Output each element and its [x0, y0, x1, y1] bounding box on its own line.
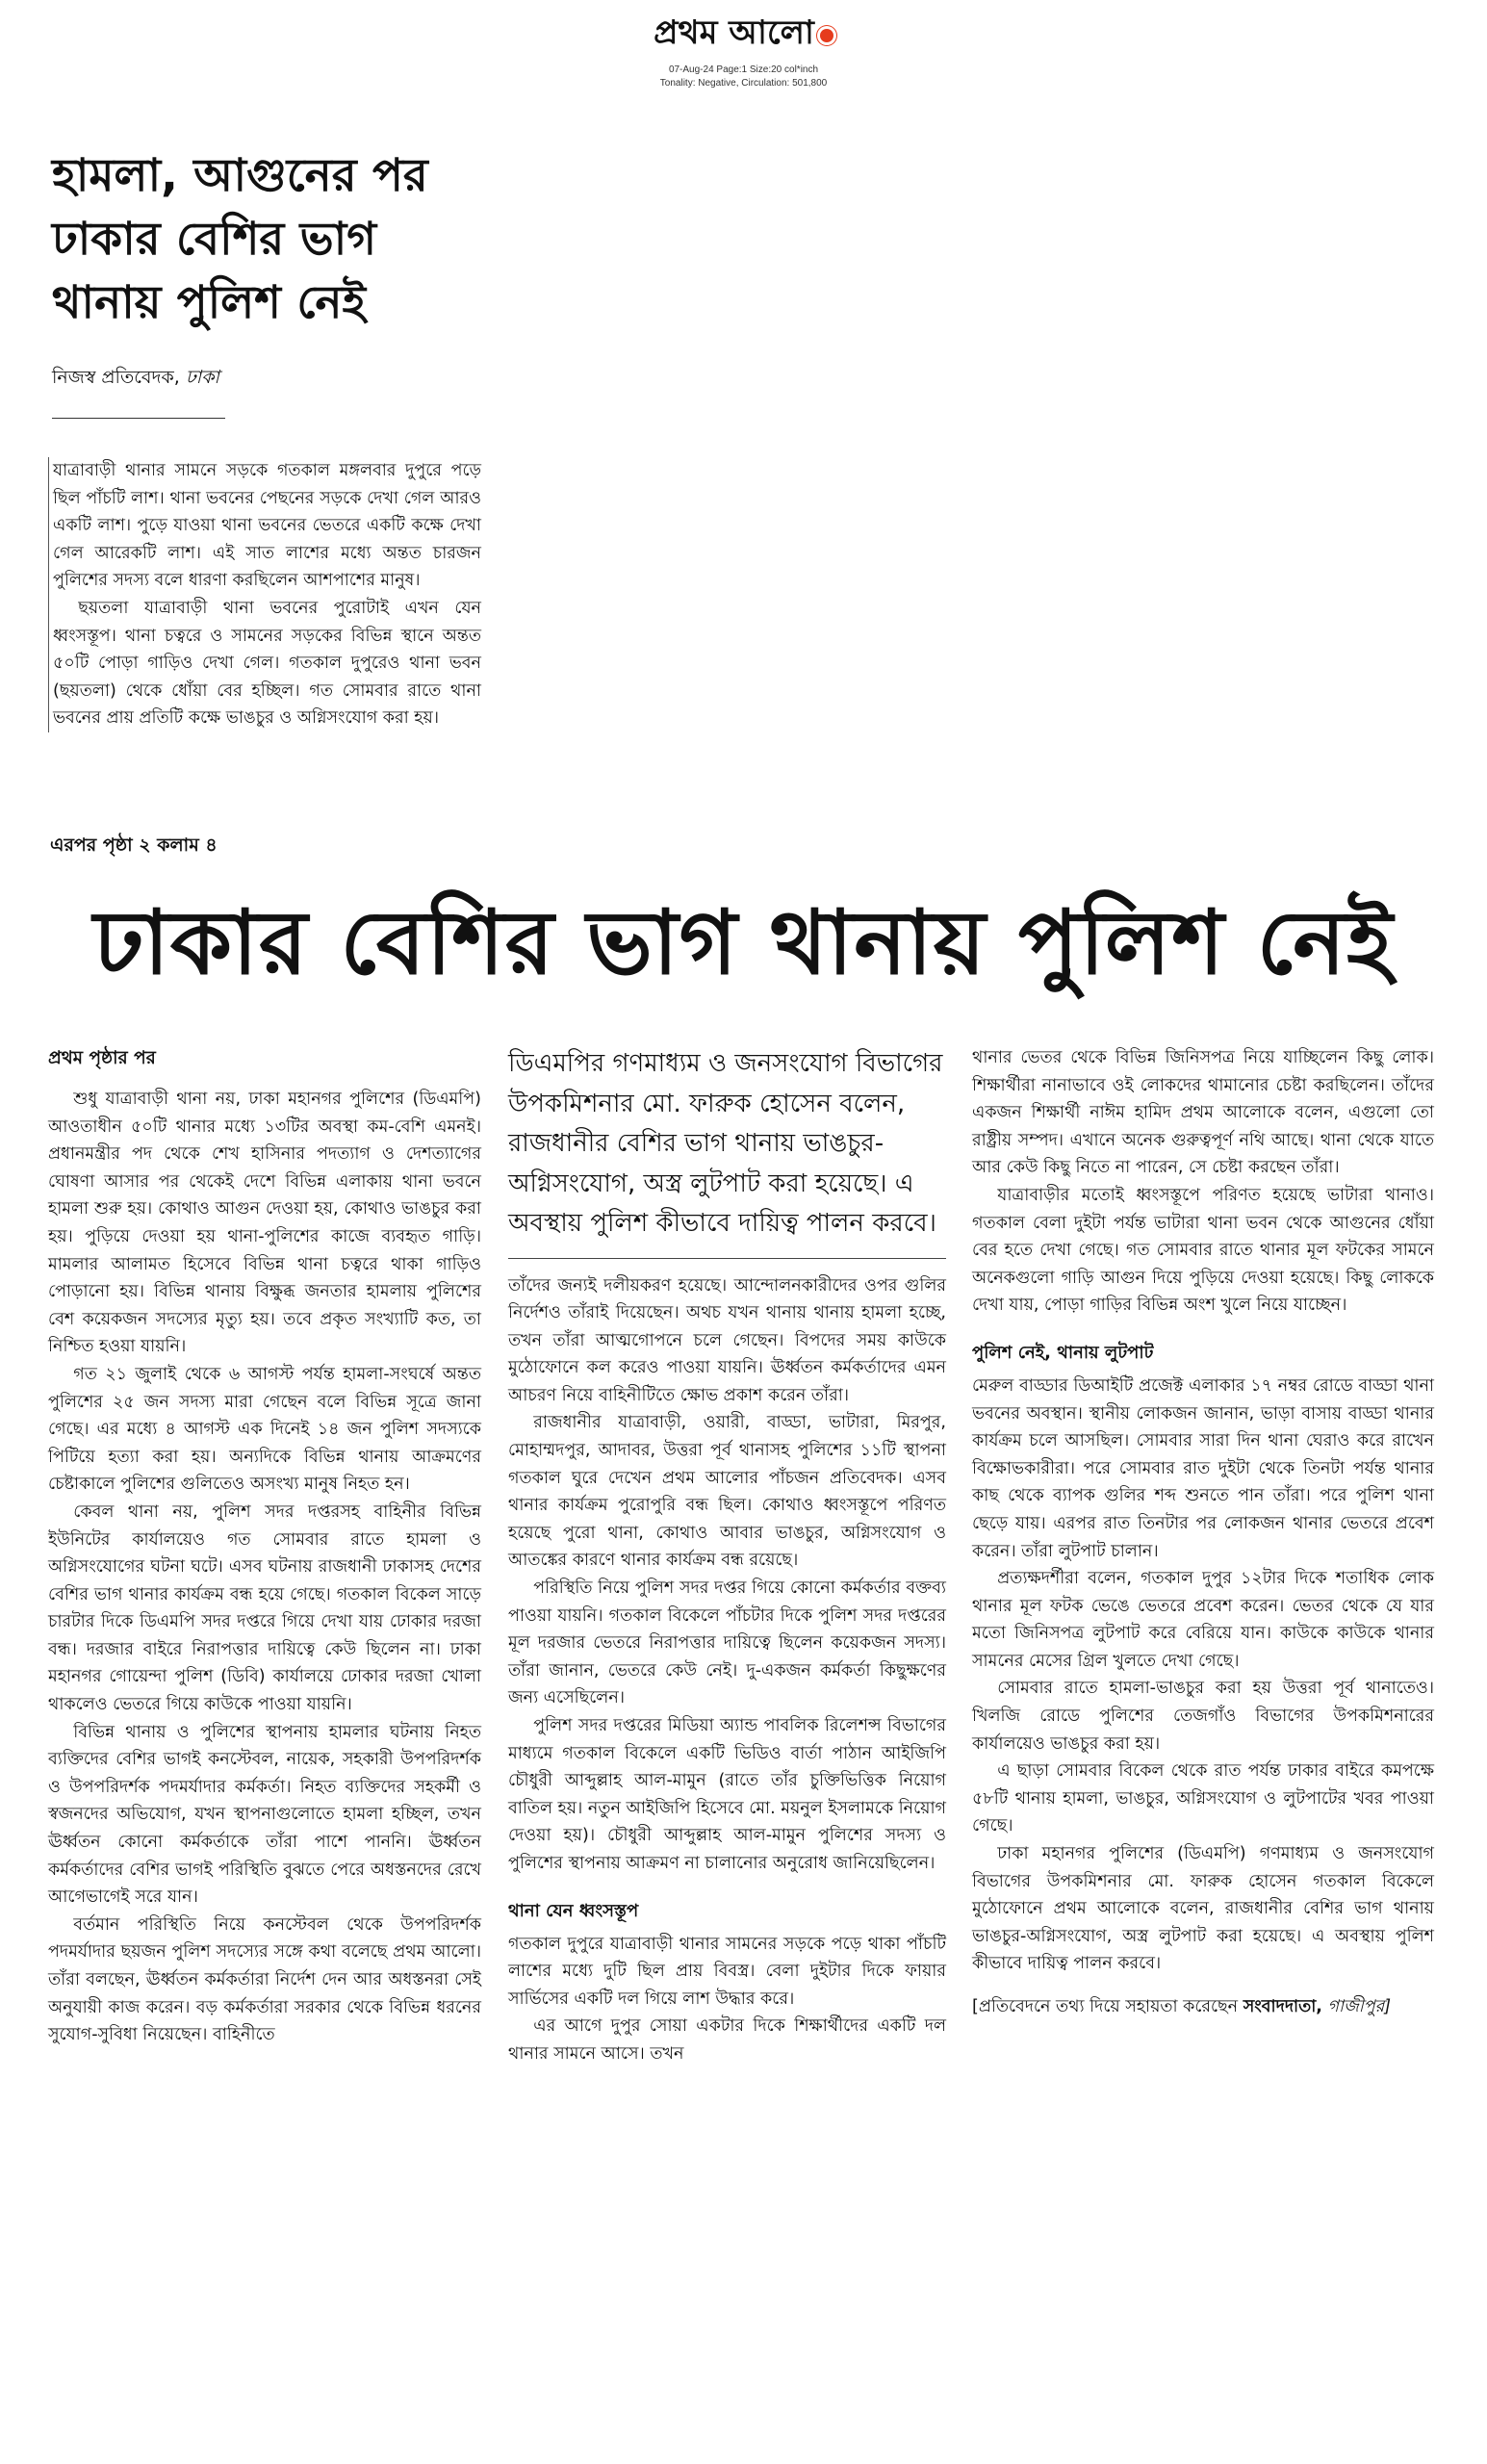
clip-meta-line-1: 07-Aug-24 Page:1 Size:20 col*inch — [668, 64, 819, 75]
subheading: থানা যেন ধ্বংসস্তূপ — [508, 1900, 639, 1921]
article-paragraph: গত ২১ জুলাই থেকে ৬ আগস্ট পর্যন্ত হামলা-সংঘর্ষে অন্তত পুলিশের ২৫ জন সদস্য মারা গেছেন বলে বিভিন্ন সূত্রে জানা গেছে। এর মধ্যে ৪ আগস্ট এক দিনেই ১৪ জন পুলিশ সদস্যকে পিটিয়ে হত্যা করা হয়। অন্যদিকে বিভিন্ন থানায় আক্রমণের চেষ্টাকালে পুলিশের গুলিতেও অসংখ্য মানুষ নিহত হন। — [48, 1364, 481, 1495]
article-paragraph: পরিস্থিতি নিয়ে পুলিশ সদর দপ্তর গিয়ে কোনো কর্মকর্তার বক্তব্য পাওয়া যায়নি। গতকাল বিকেলে পাঁচটার দিকে পুলিশ সদর দপ্তরের মূল দরজার ভেতরে নিরাপত্তার দায়িত্বে ছিলেন কয়েকজন সদস্য। তাঁরা জানান, ভেতরে কেউ নেই। দু-একজন কর্মকর্তা কিছুক্ষণের জন্য এসেছিলেন। — [508, 1578, 946, 1708]
pull-quote: ডিএমপির গণমাধ্যম ও জনসংযোগ বিভাগের উপকমিশনার মো. ফারুক হোসেন বলেন, রাজধানীর বেশির ভাগ থানায় ভাঙচুর-অগ্নিসংযোগ, অস্ত্র লুটপাট করা হয়েছে। এ অবস্থায় পুলিশ কীভাবে দায়িত্ব পালন করবে। — [508, 1044, 946, 1259]
front-paragraph: যাত্রাবাড়ী থানার সামনে সড়কে গতকাল মঙ্গলবার দুপুরে পড়ে ছিল পাঁচটি লাশ। থানা ভবনের পেছনের সড়কে দেখা গেল আরও একটি লাশ। পুড়ে যাওয়া থানা ভবনের ভেতরে একটি কক্ষে দেখা গেল আরেকটি লাশ। এই সাত লাশের মধ্যে অন্তত চারজন পুলিশের সদস্য বলে ধারণা করছিলেন আশপাশের মানুষ। — [53, 461, 481, 591]
article-paragraph: থানার ভেতর থেকে বিভিন্ন জিনিসপত্র নিয়ে যাচ্ছিলেন কিছু লোক। শিক্ষার্থীরা নানাভাবে ওই লোকদের থামানোর চেষ্টা করছিলেন। তাঁদের একজন শিক্ষার্থী নাঈম হামিদ প্রথম আলোকে বলেন, এগুলো তো রাষ্ট্রীয় সম্পদ। এখানে অনেক গুরুত্বপূর্ণ নথি আছে। থানা থেকে যাতে আর কেউ কিছু নিতে না পারেন, সে চেষ্টা করছেন তাঁরা। — [972, 1048, 1434, 1178]
article-paragraph: ঢাকা মহানগর পুলিশের (ডিএমপি) গণমাধ্যম ও জনসংযোগ বিভাগের উপকমিশনার মো. ফারুক হোসেন গতকাল বিকেলে মুঠোফোনে প্রথম আলোকে বলেন, রাজধানীর বেশির ভাগ থানায় ভাঙচুর-অগ্নিসংযোগ, অস্ত্র লুটপাট করা হয়েছে। এ অবস্থায় পুলিশ কীভাবে দায়িত্ব পালন করবে। — [972, 1844, 1434, 1974]
article-paragraph: বর্তমান পরিস্থিতি নিয়ে কনস্টেবল থেকে উপপরিদর্শক পদমর্যাদার ছয়জন পুলিশ সদস্যের সঙ্গে কথা বলেছে প্রথম আলো। তাঁরা বলছেন, ঊর্ধ্বতন কর্মকর্তারা নির্দেশ দেন আর অধস্তনরা সেই অনুযায়ী কাজ করেন। বড় কর্মকর্তারা সরকার থেকে বিভিন্ন ধরনের সুযোগ-সুবিধা নিয়েছেন। বাহিনীতে — [48, 1914, 481, 2045]
article-paragraph: পুলিশ সদর দপ্তরের মিডিয়া অ্যান্ড পাবলিক রিলেশন্স বিভাগের মাধ্যমে গতকাল বিকেলে একটি ভিডিও বার্তা পাঠান আইজিপি চৌধুরী আব্দুল্লাহ আল-মামুন (রাতে তাঁর চুক্তিভিত্তিক নিয়োগ বাতিল হয়। নতুন আইজিপি হিসেবে মো. ময়নুল ইসলামকে নিয়োগ দেওয়া হয়)। চৌধুরী আব্দুল্লাহ আল-মামুন পুলিশের সদস্য ও পুলিশের স্থাপনায় আক্রমণ না চালানোর অনুরোধ জানিয়েছিলেন। — [508, 1716, 946, 1873]
front-headline-line-2: ঢাকার বেশির ভাগ — [52, 213, 377, 266]
article-paragraph: গতকাল দুপুরে যাত্রাবাড়ী থানার সামনের সড়কে পড়ে থাকা পাঁচটি লাশের মধ্যে দুটি ছিল প্রায় বিবস্ত্র। বেলা দুইটার দিকে ফায়ার সার্ভিসের একটি দল গিয়ে লাশ উদ্ধার করে। — [508, 1934, 946, 2009]
byline-place: ঢাকা — [185, 367, 219, 388]
subheading: পুলিশ নেই, থানায় লুটপাট — [972, 1342, 1154, 1363]
inside-column-2 — [508, 1044, 946, 2068]
article-paragraph: এ ছাড়া সোমবার বিকেল থেকে রাত পর্যন্ত ঢাকার বাইরে কমপক্ষে ৫৮টি থানায় হামলা, ভাঙচুর, অগ্নিসংযোগ ও লুটপাটের খবর পাওয়া গেছে। — [972, 1761, 1434, 1836]
article-paragraph: কেবল থানা নয়, পুলিশ সদর দপ্তরসহ বাহিনীর বিভিন্ন ইউনিটের কার্যালয়েও গত সোমবার রাতে হামলা ও অগ্নিসংযোগের ঘটনা ঘটে। এসব ঘটনায় রাজধানী ঢাকাসহ দেশের বেশির ভাগ থানার কার্যক্রম বন্ধ হয়ে গেছে। গতকাল বিকেল সাড়ে চারটার দিকে ডিএমপি সদর দপ্তরে গিয়ে দেখা যায় ঢোকার দরজা বন্ধ। দরজার বাইরে নিরাপত্তার দায়িত্বে কেউ ছিলেন না। ঢাকা মহানগর গোয়েন্দা পুলিশ (ডিবি) কার্যালয়ে ঢোকার দরজা খোলা থাকলেও ভেতরে গিয়ে কাউকে পাওয়া যায়নি। — [48, 1502, 481, 1715]
clip-meta-line-2: Tonality: Negative, Circulation: 501,800 — [659, 78, 828, 89]
byline — [52, 364, 225, 419]
inside-column-3 — [972, 1044, 1434, 2021]
credit-name: সংবাদদাতা, — [1243, 1997, 1322, 2016]
article-paragraph: যাত্রাবাড়ীর মতোই ধ্বংসস্তূপে পরিণত হয়েছে ভাটারা থানাও। গতকাল বেলা দুইটা পর্যন্ত ভাটারা থানা ভবন থেকে আগুনের ধোঁয়া বের হতে দেখা গেছে। গত সোমবার রাতে থানার মূল ফটকের সামনে অনেকগুলো গাড়ি আগুন দিয়ে পুড়িয়ে দেওয়া হয়েছে। কিছু লোককে দেখা যায়, পোড়া গাড়ির বিভিন্ন অংশ খুলে নিয়ে যাচ্ছেন। — [972, 1185, 1434, 1316]
logo-text: প্রথম আলো — [654, 13, 814, 52]
front-body — [48, 457, 481, 732]
article-paragraph: রাজধানীর যাত্রাবাড়ী, ওয়ারী, বাড্ডা, ভাটারা, মিরপুর, মোহাম্মদপুর, আদাবর, উত্তরা পূর্ব থানাসহ পুলিশের ১১টি স্থাপনা গতকাল ঘুরে দেখেন প্রথম আলোর পাঁচজন প্রতিবেদক। এসব থানার কার্যক্রম পুরোপুরি বন্ধ ছিল। কোথাও ধ্বংসস্তূপে পরিণত হয়েছে পুরো থানা, কোথাও আবার ভাঙচুর, অগ্নিসংযোগ ও আতঙ্কের কারণে থানার কার্যক্রম বন্ধ রয়েছে। — [508, 1413, 946, 1571]
continued-from: প্রথম পৃষ্ঠার পর — [48, 1048, 156, 1068]
article-paragraph: শুধু যাত্রাবাড়ী থানা নয়, ঢাকা মহানগর পুলিশের (ডিএমপি) আওতাধীন ৫০টি থানার মধ্যে ১৩টির অবস্থা কম-বেশি এমনই। প্রধানমন্ত্রীর পদ থেকে শেখ হাসিনার পদত্যাগ ও দেশত্যাগের ঘোষণা আসার পর থেকেই দেশে বিভিন্ন এলাকায় থানা ভবনে হামলা শুরু হয়। কোথাও আগুন দেওয়া হয়, কোথাও ভাঙচুর করা হয়। পুড়িয়ে দেওয়া হয় থানা-পুলিশের কাজে ব্যবহৃত গাড়ি। মামলার আলামত হিসেবে বিভিন্ন থানা চত্বরে থাকা গাড়িও পোড়ানো হয়। বিভিন্ন থানায় বিক্ষুব্ধ জনতার হামলায় পুলিশের বেশ কয়েকজন সদস্যের মৃত্যু হয়। তবে প্রকৃত সংখ্যাটি কত, তা নিশ্চিত হওয়া যায়নি। — [48, 1090, 481, 1357]
article-paragraph: মেরুল বাড্ডার ডিআইটি প্রজেক্ট এলাকার ১৭ নম্বর রোডে বাড্ডা থানা ভবনের অবস্থান। স্থানীয় লোকজন জানান, ভাড়া বাসায় বাড্ডা থানার কার্যক্রম চলে আসছিল। সোমবার সারা দিন থানা ঘেরাও করে রাখেন বিক্ষোভকারীরা। পরে সোমবার রাত দুইটা থেকে তিনটা পর্যন্ত থানার কাছ থেকে ব্যাপক গুলির শব্দ শুনতে পান তাঁরা। পরে পুলিশ থানা ছেড়ে যায়। এরপর রাত তিনটার পর লোকজন থানার ভেতরে প্রবেশ করেন। তাঁরা লুটপাট চালান। — [972, 1375, 1434, 1561]
inside-headline: ঢাকার বেশির ভাগ থানায় পুলিশ নেই — [93, 891, 1394, 994]
front-page-story — [48, 144, 481, 732]
article-paragraph: সোমবার রাতে হামলা-ভাঙচুর করা হয় উত্তরা পূর্ব থানাতেও। খিলজি রোডে পুলিশের তেজগাঁও বিভাগের উপকমিশনারের কার্যালয়েও ভাঙচুর করা হয়। — [972, 1679, 1434, 1754]
credit-place: গাজীপুর] — [1327, 1997, 1392, 2016]
front-headline-line-3: থানায় পুলিশ নেই — [52, 276, 366, 329]
jump-line: এরপর পৃষ্ঠা ২ কলাম ৪ — [50, 834, 218, 856]
credit-text: [প্রতিবেদনে তথ্য দিয়ে সহায়তা করেছেন — [972, 1997, 1239, 2016]
article-paragraph: বিভিন্ন থানায় ও পুলিশের স্থাপনায় হামলার ঘটনায় নিহত ব্যক্তিদের বেশির ভাগই কনস্টেবল, নায়েক, সহকারী উপপরিদর্শক ও উপপরিদর্শক পদমর্যাদার কর্মকর্তা। নিহত ব্যক্তিদের সহকর্মী ও স্বজনদের অভিযোগ, যখন স্থাপনাগুলোতে হামলা হচ্ছিল, তখন ঊর্ধ্বতন কোনো কর্মকর্তাকে তাঁরা পাশে পাননি। ঊর্ধ্বতন কর্মকর্তাদের বেশির ভাগই পরিস্থিতি বুঝতে পেরে অধস্তনদের রেখে আগেভাগেই সরে যান। — [48, 1722, 481, 1908]
sun-icon — [820, 29, 833, 42]
newspaper-logo — [654, 8, 833, 63]
contributor-credit — [972, 1993, 1434, 2021]
byline-reporter: নিজস্ব প্রতিবেদক, — [52, 367, 180, 388]
front-paragraph: ছয়তলা যাত্রাবাড়ী থানা ভবনের পুরোটাই এখন যেন ধ্বংসস্তূপ। থানা চত্বরে ও সামনের সড়কের বিভিন্ন স্থানে অন্তত ৫০টি পোড়া গাড়িও দেখা গেল। গতকাল দুপুরেও থানা ভবন (ছয়তলা) থেকে ধোঁয়া বের হচ্ছিল। গত সোমবার রাতে থানা ভবনের প্রায় প্রতিটি কক্ষে ভাঙচুর ও অগ্নিসংযোগ করা হয়। — [53, 598, 481, 729]
article-paragraph: প্রত্যক্ষদর্শীরা বলেন, গতকাল দুপুর ১২টার দিকে শতাধিক লোক থানার মূল ফটক ভেঙে ভেতরে প্রবেশ করেন। ভেতর থেকে যে যার মতো জিনিসপত্র লুটপাট করে বেরিয়ে যান। কাউকে কাউকে থানার সামনের মেসের গ্রিল খুলতে দেখা গেছে। — [972, 1569, 1434, 1671]
article-paragraph: এর আগে দুপুর সোয়া একটার দিকে শিক্ষার্থীদের একটি দল থানার সামনে আসে। তখন — [508, 2016, 946, 2064]
inside-column-1 — [48, 1044, 481, 2049]
article-paragraph: তাঁদের জন্যই দলীয়করণ হয়েছে। আন্দোলনকারীদের ওপর গুলির নির্দেশও তাঁরাই দিয়েছেন। অথচ যখন থানায় থানায় হামলা হচ্ছে, তখন তাঁরা আত্মগোপনে চলে গেছেন। বিপদের সময় কাউকে মুঠোফোনে কল করেও পাওয়া যায়নি। ঊর্ধ্বতন কর্মকর্তাদের এমন আচরণ নিয়ে বাহিনীটিতে ক্ষোভ প্রকাশ করেন তাঁরা। — [508, 1275, 946, 1405]
masthead — [0, 8, 1487, 90]
front-headline-line-1: হামলা, আগুনের পর — [52, 149, 428, 202]
